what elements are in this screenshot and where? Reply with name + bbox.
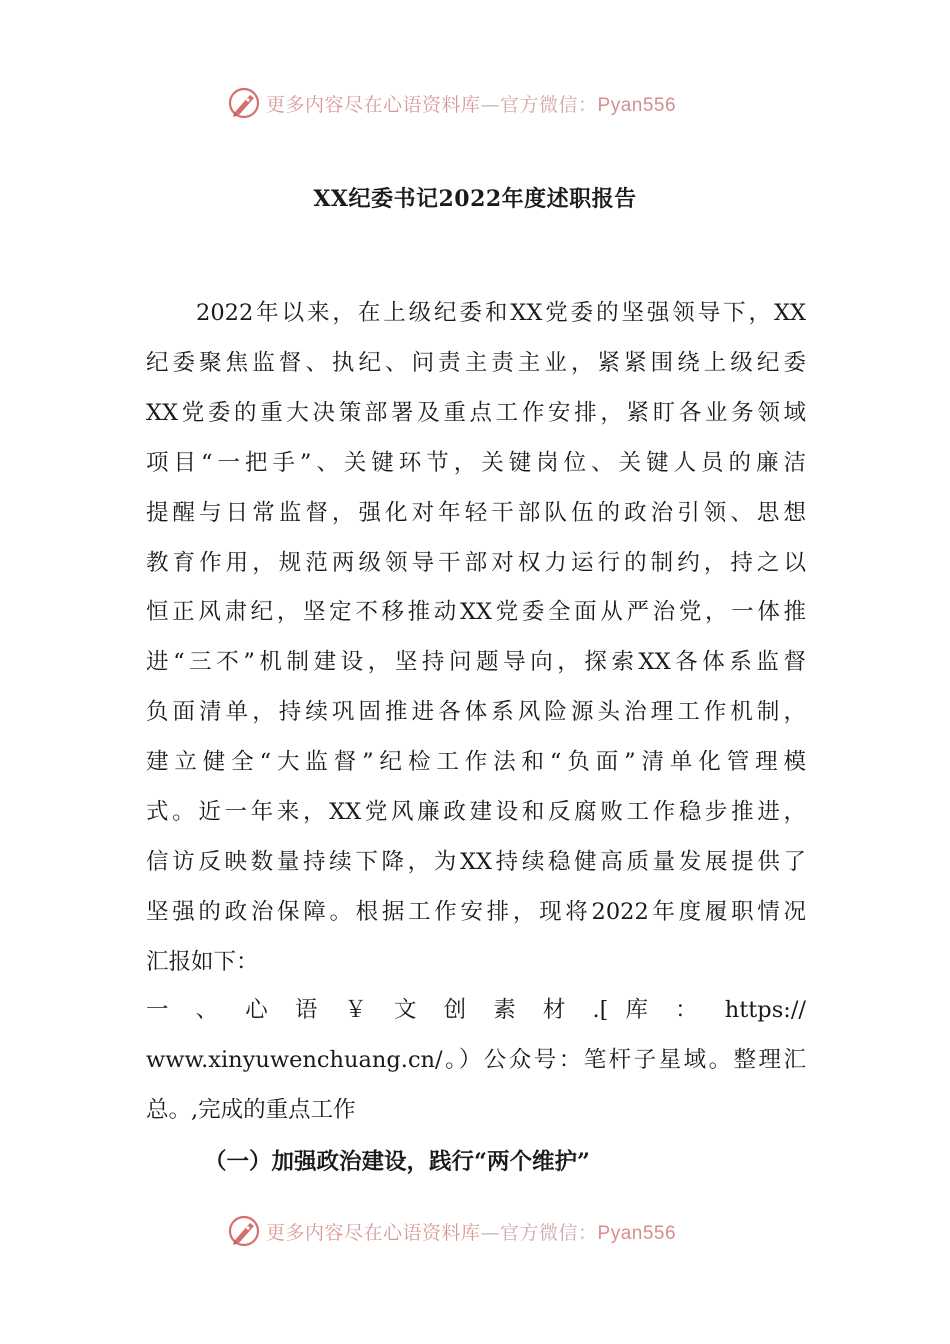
banner-brand-text: 更多内容尽在心语资料库 [266, 1221, 481, 1244]
paragraph-line: 提醒与日常监督，强化对年轻干部队伍的政治引领、思想 [146, 499, 806, 526]
banner-brand-text: 更多内容尽在心语资料库 [266, 93, 481, 116]
paragraph-line: 纪委聚焦监督、执纪、问责主责主业，紧紧围绕上级纪委 [146, 349, 806, 376]
header-watermark-banner [226, 83, 746, 123]
document-title: XX纪委书记2022年度述职报告 [313, 186, 637, 212]
banner-dash: — [480, 1221, 501, 1244]
pen-nib-logo-icon [226, 1213, 262, 1249]
paragraph-line: 式。近一年来，XX党风廉政建设和反腐败工作稳步推进， [146, 799, 806, 825]
paragraph-line: 项目“一把手”、关键环节，关键岗位、关键人员的廉洁 [146, 449, 806, 476]
section-heading-line-3: 总。,完成的重点工作 [146, 1097, 356, 1123]
footer-watermark-banner [226, 1211, 746, 1251]
banner-wechat-id: Pyan556 [597, 1222, 677, 1244]
paragraph-line: 汇报如下： [146, 948, 259, 975]
subsection-heading: （一）加强政治建设，践行“两个维护” [204, 1149, 590, 1175]
paragraph-line: 恒正风肃纪，坚定不移推动XX党委全面从严治党，一体推 [146, 599, 806, 626]
paragraph-line: XX党委的重大决策部署及重点工作安排，紧盯各业务领域 [146, 399, 806, 426]
paragraph-line: 坚强的政治保障。根据工作安排，现将2022年度履职情况 [146, 898, 806, 925]
paragraph-line: 建立健全“大监督”纪检工作法和“负面”清单化管理模 [146, 749, 806, 776]
paragraph-line: 进“三不”机制建设，坚持问题导向，探索XX各体系监督 [146, 649, 806, 676]
paragraph-line: 2022年以来，在上级纪委和XX党委的坚强领导下，XX [196, 300, 806, 326]
paragraph-line: 教育作用，规范两级领导干部对权力运行的制约，持之以 [146, 549, 806, 576]
paragraph-line: 负面清单，持续巩固推进各体系风险源头治理工作机制， [146, 699, 806, 726]
banner-wechat-label: 官方微信： [500, 93, 598, 116]
pen-nib-logo-icon [226, 85, 262, 121]
banner-wechat-id: Pyan556 [597, 94, 677, 116]
banner-dash: — [480, 93, 501, 116]
banner-wechat-label: 官方微信： [500, 1221, 598, 1244]
paragraph-line: 信访反映数量持续下降，为XX持续稳健高质量发展提供了 [146, 848, 806, 875]
section-heading-line-2: www.xinyuwenchuang.cn/。）公众号：笔杆子星域。整理汇 [146, 1047, 806, 1073]
section-heading-line-1: 一 、 心 语 ￥ 文 创 素 材 .[ 库 ： https:// [146, 997, 806, 1023]
